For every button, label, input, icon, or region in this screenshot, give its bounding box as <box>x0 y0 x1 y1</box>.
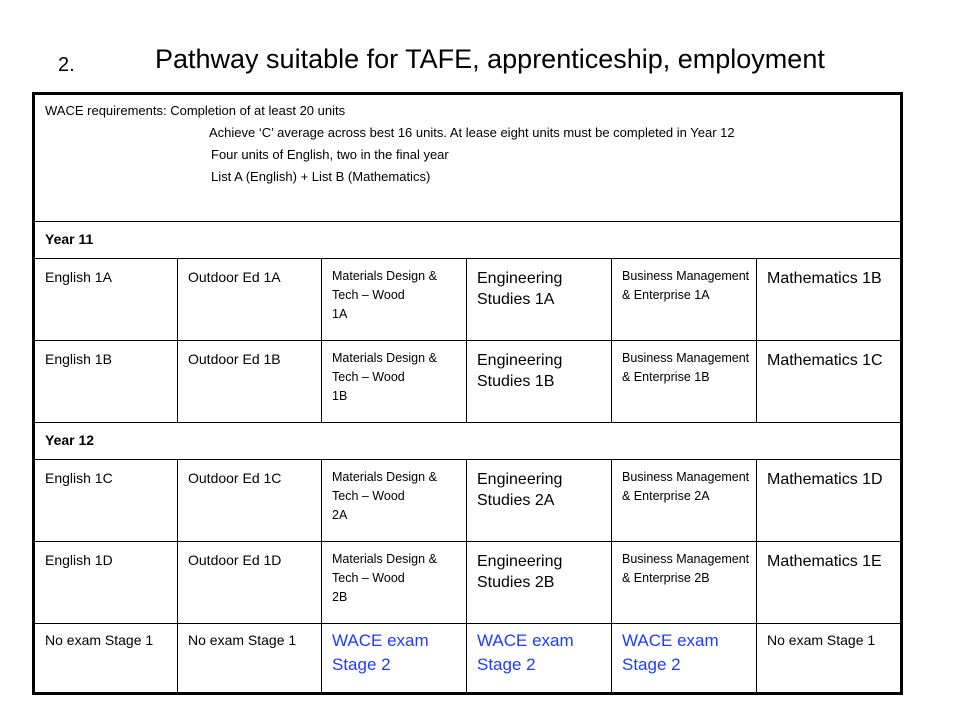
requirements-cell <box>34 94 902 222</box>
materials-design-cell: Materials Design & Tech – Wood 2B <box>322 542 467 624</box>
english-cell: English 1C <box>34 460 178 542</box>
materials-design-cell: Materials Design & Tech – Wood 1A <box>322 259 467 341</box>
outdoor-ed-cell: Outdoor Ed 1B <box>178 341 322 423</box>
english-cell: English 1A <box>34 259 178 341</box>
requirement-line: Four units of English, two in the final year <box>211 147 449 162</box>
table-row <box>34 542 902 624</box>
table-row <box>34 460 902 542</box>
english-cell: English 1B <box>34 341 178 423</box>
requirement-line: List A (English) + List B (Mathematics) <box>211 169 431 184</box>
materials-design-cell: Materials Design & Tech – Wood 2A <box>322 460 467 542</box>
page-title: Pathway suitable for TAFE, apprenticeship, employment <box>155 44 825 74</box>
outdoor-ed-cell: Outdoor Ed 1C <box>178 460 322 542</box>
mathematics-cell: Mathematics 1B <box>757 259 902 341</box>
mathematics-cell: Mathematics 1E <box>757 542 902 624</box>
engineering-cell: Engineering Studies 2B <box>467 542 612 624</box>
requirement-line: WACE requirements: Completion of at least 20 units <box>45 103 346 118</box>
table-row <box>34 341 902 423</box>
wace-exam-cell: WACE exam Stage 2 <box>612 624 757 694</box>
requirement-line: Achieve ‘C’ average across best 16 units. At lease eight units must be completed in Year 12 <box>209 125 735 140</box>
engineering-cell: Engineering Studies 1B <box>467 341 612 423</box>
wace-exam-cell: WACE exam Stage 2 <box>322 624 467 694</box>
materials-design-cell: Materials Design & Tech – Wood 1B <box>322 341 467 423</box>
wace-exam-cell: WACE exam Stage 2 <box>467 624 612 694</box>
year-11-header: Year 11 <box>34 222 902 259</box>
business-cell: Business Management & Enterprise 2A <box>612 460 757 542</box>
exam-status-cell: No exam Stage 1 <box>34 624 178 694</box>
title-number: 2. <box>58 54 75 76</box>
table-row <box>34 259 902 341</box>
outdoor-ed-cell: Outdoor Ed 1D <box>178 542 322 624</box>
exam-row <box>34 624 902 694</box>
exam-status-cell: No exam Stage 1 <box>178 624 322 694</box>
year-header-row <box>34 222 902 259</box>
engineering-cell: Engineering Studies 2A <box>467 460 612 542</box>
business-cell: Business Management & Enterprise 1A <box>612 259 757 341</box>
business-cell: Business Management & Enterprise 2B <box>612 542 757 624</box>
pathway-table <box>32 92 903 695</box>
mathematics-cell: Mathematics 1D <box>757 460 902 542</box>
requirements-row <box>34 94 902 222</box>
business-cell: Business Management & Enterprise 1B <box>612 341 757 423</box>
mathematics-cell: Mathematics 1C <box>757 341 902 423</box>
year-12-header: Year 12 <box>34 423 902 460</box>
engineering-cell: Engineering Studies 1A <box>467 259 612 341</box>
english-cell: English 1D <box>34 542 178 624</box>
exam-status-cell: No exam Stage 1 <box>757 624 902 694</box>
outdoor-ed-cell: Outdoor Ed 1A <box>178 259 322 341</box>
year-header-row <box>34 423 902 460</box>
